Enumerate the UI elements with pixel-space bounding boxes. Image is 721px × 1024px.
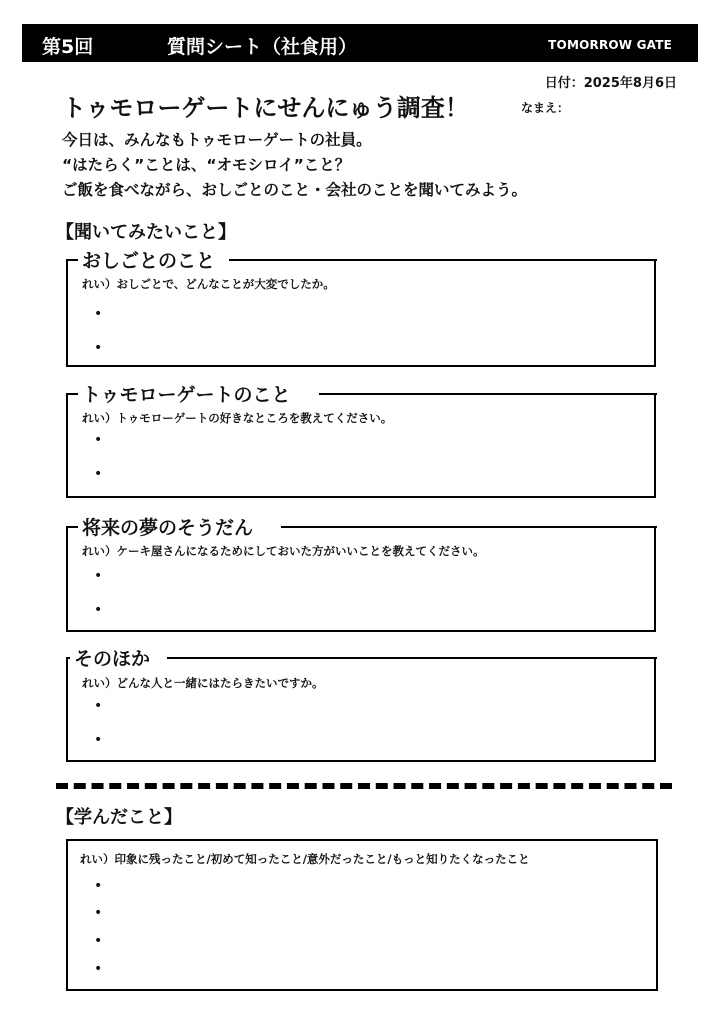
question-title: そのほか bbox=[70, 644, 154, 671]
answer-bullet[interactable]: • bbox=[94, 732, 103, 748]
answer-bullet[interactable]: • bbox=[94, 878, 103, 894]
question-box-company bbox=[66, 384, 656, 498]
question-box-dream bbox=[66, 517, 656, 632]
learned-example: れい）印象に残ったこと/初めて知ったこと/意外だったこと/もっと知りたくなったこと bbox=[80, 852, 530, 866]
question-title: トゥモローゲートのこと bbox=[78, 380, 295, 407]
learned-box bbox=[66, 839, 658, 991]
question-title: おしごとのこと bbox=[78, 246, 219, 273]
question-example: れい）どんな人と一緒にはたらきたいですか。 bbox=[82, 676, 324, 690]
date-label: 日付：2025年8月6日 bbox=[544, 76, 677, 91]
answer-bullet[interactable]: • bbox=[94, 306, 103, 322]
sheet-title: 質問シート（社食用） bbox=[167, 36, 358, 58]
question-example: れい）ケーキ屋さんになるためにしておいた方がいいことを教えてください。 bbox=[82, 544, 485, 558]
answer-bullet[interactable]: • bbox=[94, 340, 103, 356]
page-title: トゥモローゲートにせんにゅう調査！ bbox=[62, 94, 469, 122]
intro-line-3: ご飯を食べながら、おしごとのこと・会社のことを聞いてみよう。 bbox=[62, 181, 528, 199]
intro-line-1: 今日は、みんなもトゥモローゲートの社員。 bbox=[62, 131, 372, 149]
questions-heading: 【聞いてみたいこと】 bbox=[56, 222, 236, 243]
name-field-label: なまえ： bbox=[521, 101, 570, 115]
header-bar bbox=[22, 24, 698, 62]
learned-heading: 【学んだこと】 bbox=[56, 807, 182, 828]
answer-bullet[interactable]: • bbox=[94, 905, 103, 921]
brand-logo-text: TOMORROW GATE bbox=[548, 38, 672, 52]
answer-bullet[interactable]: • bbox=[94, 466, 103, 482]
question-box-other bbox=[66, 648, 656, 762]
answer-bullet[interactable]: • bbox=[94, 933, 103, 949]
answer-bullet[interactable]: • bbox=[94, 568, 103, 584]
answer-bullet[interactable]: • bbox=[94, 961, 103, 977]
question-box-work bbox=[66, 250, 656, 367]
question-example: れい）おしごとで、どんなことが大変でしたか。 bbox=[82, 277, 335, 291]
answer-bullet[interactable]: • bbox=[94, 602, 103, 618]
answer-bullet[interactable]: • bbox=[94, 698, 103, 714]
question-title: 将来の夢のそうだん bbox=[78, 513, 257, 540]
cut-divider bbox=[56, 783, 672, 789]
answer-bullet[interactable]: • bbox=[94, 432, 103, 448]
question-example: れい）トゥモローゲートの好きなところを教えてください。 bbox=[82, 411, 393, 425]
session-number: 第5回 bbox=[42, 36, 94, 58]
intro-line-2: “はたらく”ことは、“オモシロイ”こと？ bbox=[62, 156, 351, 174]
